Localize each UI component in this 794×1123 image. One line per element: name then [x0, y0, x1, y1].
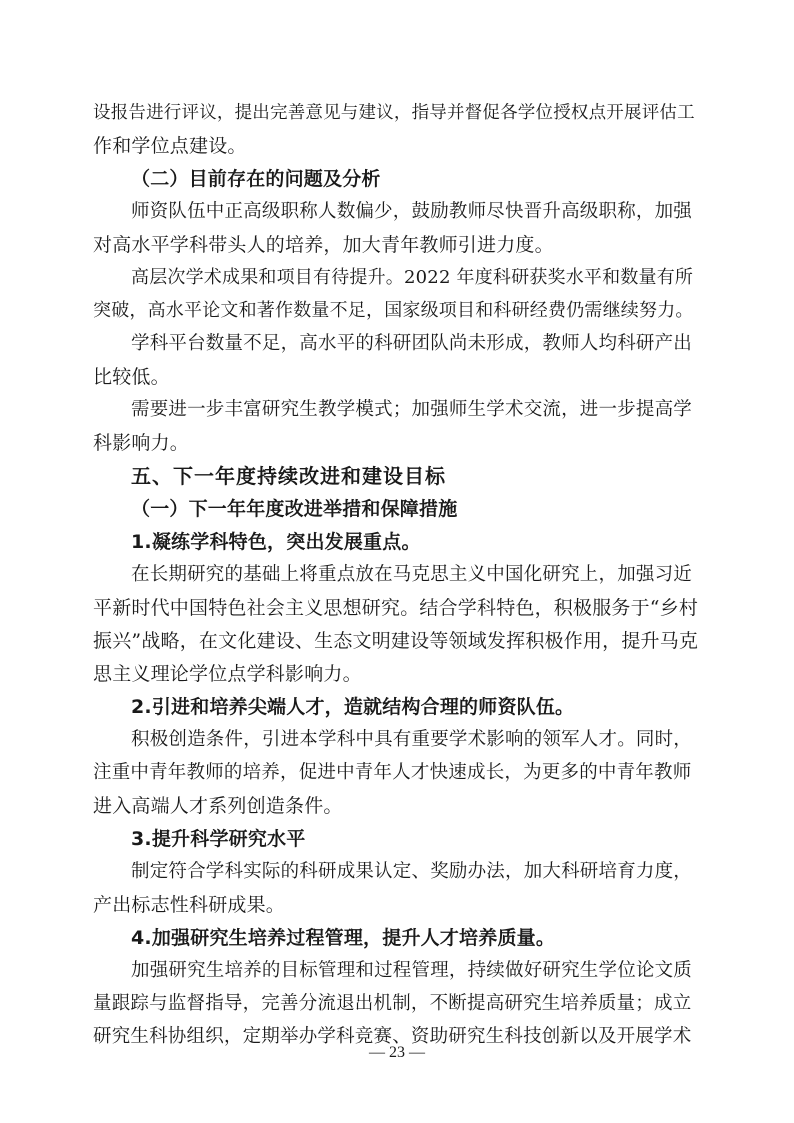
- paragraph-line: 量跟踪与监督指导，完善分流退出机制，不断提高研究生培养质量；成立: [93, 993, 692, 1014]
- paragraph-line: 振兴”战略，在文化建设、生态文明建设等领域发挥积极作用，提升马克: [93, 630, 699, 652]
- subsection-heading: 1.凝练学科特色，突出发展重点。: [131, 531, 421, 553]
- paragraph-line: 平新时代中国特色社会主义思想研究。结合学科特色，积极服务于“乡村: [93, 597, 699, 619]
- paragraph-line: 进入高端人才系列创造条件。: [93, 795, 343, 817]
- subsection-heading: 2.引进和培养尖端人才，造就结构合理的师资队伍。: [131, 696, 575, 718]
- paragraph-line: 产出标志性科研成果。: [93, 894, 286, 916]
- chapter-heading: 五、下一年度持续改进和建设目标: [131, 464, 446, 488]
- paragraph-line: 积极创造条件，引进本学科中具有重要学术影响的领军人才。同时，: [131, 729, 693, 750]
- section-heading: （二）目前存在的问题及分析: [131, 168, 381, 190]
- paragraph-line: 学科平台数量不足，高水平的科研团队尚未形成，教师人均科研产出: [131, 333, 693, 354]
- paragraph-line: 作和学位点建设。: [93, 135, 247, 157]
- paragraph-line: 需要进一步丰富研究生教学模式；加强师生学术交流，进一步提高学: [131, 399, 693, 420]
- paragraph-line: 突破，高水平论文和著作数量不足，国家级项目和科研经费仍需继续努力。: [93, 300, 694, 321]
- paragraph-line: 高层次学术成果和项目有待提升。2022 年度科研获奖水平和数量有所: [131, 267, 694, 288]
- paragraph-line: 对高水平学科带头人的培养，加大青年教师引进力度。: [93, 234, 554, 256]
- paragraph-line: 思主义理论学位点学科影响力。: [93, 663, 362, 685]
- paragraph-line: 设报告进行评议，提出完善意见与建议，指导并督促各学位授权点开展评估工: [93, 103, 695, 123]
- paragraph-line: 比较低。: [93, 366, 170, 388]
- paragraph-line: 注重中青年教师的培养，促进中青年人才快速成长，为更多的中青年教师: [93, 762, 692, 783]
- subsection-heading: 3.提升科学研究水平: [131, 828, 306, 850]
- subsection-heading: 4.加强研究生培养过程管理，提升人才培养质量。: [131, 927, 556, 949]
- paragraph-line: 科影响力。: [93, 432, 190, 454]
- section-heading: （一）下一年年度改进举措和保障措施: [131, 498, 458, 520]
- page-number: — 23 —: [369, 1044, 425, 1061]
- paragraph-line: 研究生科协组织，定期举办学科竞赛、资助研究生科技创新以及开展学术: [93, 1026, 692, 1047]
- paragraph-line: 加强研究生培养的目标管理和过程管理，持续做好研究生学位论文质: [131, 960, 693, 981]
- paragraph-line: 师资队伍中正高级职称人数偏少，鼓励教师尽快晋升高级职称，加强: [131, 201, 693, 222]
- paragraph-line: 制定符合学科实际的科研成果认定、奖励办法，加大科研培育力度，: [131, 861, 693, 882]
- paragraph-line: 在长期研究的基础上将重点放在马克思主义中国化研究上，加强习近: [131, 564, 693, 585]
